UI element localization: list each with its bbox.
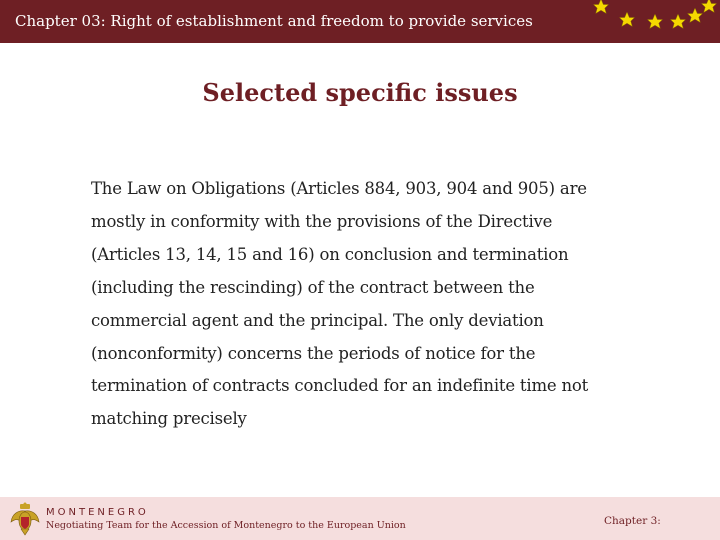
body-line: termination of contracts concluded for an indefinite time not <box>91 376 589 396</box>
body-line: commercial agent and the principal. The only deviation <box>91 310 544 330</box>
body-line: matching precisely <box>91 409 247 429</box>
slide-title: Selected specific issues <box>202 78 518 107</box>
body-line: (Articles 13, 14, 15 and 16) on conclusion and termination <box>91 244 569 264</box>
body-line: (including the rescinding) of the contract between the <box>91 277 535 297</box>
body-line: The Law on Obligations (Articles 884, 903, 904 and 905) are <box>91 179 587 198</box>
footer-country: MONTENEGRO <box>46 507 149 518</box>
body-line: mostly in conformity with the provisions of the Directive <box>91 211 553 231</box>
body-text <box>91 173 661 436</box>
eu-stars-icon <box>585 0 720 43</box>
header-title: Chapter 03: Right of establishment and freedom to provide services <box>15 12 533 30</box>
body-line: (nonconformity) concerns the periods of notice for the <box>91 343 536 363</box>
montenegro-coat-of-arms-icon <box>8 502 42 536</box>
footer-chapter: Chapter 3: <box>604 515 661 527</box>
footer-team: Negotiating Team for the Accession of Montenegro to the European Union <box>46 520 406 531</box>
